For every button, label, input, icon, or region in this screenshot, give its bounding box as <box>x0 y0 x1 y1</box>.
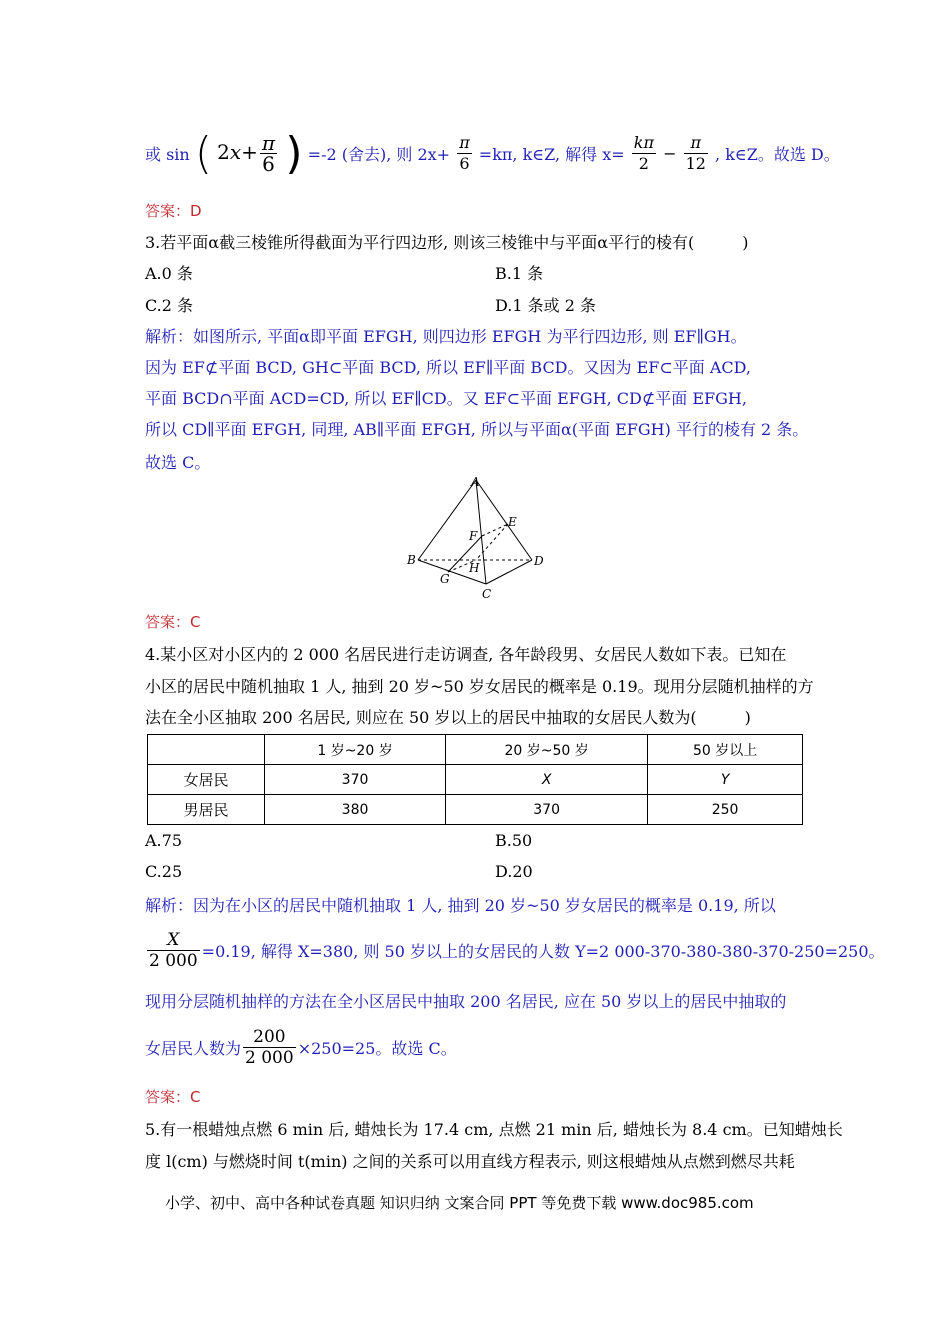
q4-stem-line-3: 法在全小区抽取 200 名居民, 则应在 50 岁以上的居民中抽取的女居民人数为( ) <box>145 708 751 727</box>
label-h: H <box>469 561 480 575</box>
q3-option-a: A.0 条 <box>145 264 193 283</box>
q2-paren-content: 2x+ $\frac{\pi}{6}$ <box>217 131 276 176</box>
edge-ad <box>476 480 532 560</box>
q3-stem: 3.若平面α截三棱锥所得截面为平行四边形, 则该三棱锥中与平面α平行的棱有( ) <box>145 233 749 252</box>
q5-line-1: 5.有一根蜡烛点燃 6 min 后, 蜡烛长为 17.4 cm, 点燃 21 min 后, 蜡烛长为 8.4 cm。已知蜡烛长 <box>145 1120 843 1139</box>
edge-cd <box>486 560 532 584</box>
q4-solution-line-4: 女居民人数为 $\frac{200}{2 000}$ ×250=25。故选 C。 <box>145 1027 457 1068</box>
table-cell: 370 <box>265 765 446 795</box>
q3-solution-line-5: 故选 C。 <box>145 453 211 472</box>
q2-eq-k: =kπ, k∈Z, 解得 x= <box>478 145 625 164</box>
q4-option-a: A.75 <box>145 831 182 850</box>
q2-end: , k∈Z。故选 D。 <box>715 145 840 164</box>
q2-frac-pi-6b: $\frac{\pi}{6}$ <box>459 133 470 173</box>
edge-ab <box>418 480 476 560</box>
q3-solution-line-3: 平面 BCD∩平面 ACD=CD, 所以 EF∥CD。又 EF⊂平面 EFGH, CD⊄平面 EFGH, <box>145 389 747 408</box>
q4-resident-table <box>147 734 803 825</box>
q4-frac-200-2000: $\frac{200}{2 000}$ <box>245 1027 294 1068</box>
table-header-cell <box>148 735 265 765</box>
q3-answer: 答案：C <box>145 613 201 631</box>
q4-option-d: D.20 <box>495 862 533 881</box>
table-row <box>148 765 803 795</box>
edge-fe <box>482 524 508 536</box>
q3-option-b: B.1 条 <box>495 264 544 283</box>
q2-frac-pi-12: $\frac{\pi}{12}$ <box>685 133 706 173</box>
q2-answer: 答案：D <box>145 202 202 220</box>
table-header-cell: 20 岁~50 岁 <box>446 735 648 765</box>
q4-option-c: C.25 <box>145 862 183 881</box>
label-e: E <box>508 515 517 529</box>
label-d: D <box>534 554 544 568</box>
table-cell: 380 <box>265 795 446 825</box>
q2-frac-pi-6: $\frac{\pi}{6}$ <box>261 131 276 176</box>
q4-option-b: B.50 <box>495 831 533 850</box>
q3-solution-line-2: 因为 EF⊄平面 BCD, GH⊂平面 BCD, 所以 EF∥平面 BCD。又因为 EF⊂平面 ACD, <box>145 358 752 377</box>
q2-paren-close: ) <box>285 128 303 179</box>
q3-solution-line-4: 所以 CD∥平面 EFGH, 同理, AB∥平面 EFGH, 所以与平面α(平面 EFGH) 平行的棱有 2 条。 <box>145 420 809 439</box>
q2-formula-line <box>145 128 840 179</box>
q2-frac-kpi-2: $\frac{k\pi}{2}$ <box>633 133 654 173</box>
q3-solution-line-1: 解析：如图所示, 平面α即平面 EFGH, 则四边形 EFGH 为平行四边形, 则 EF∥GH。 <box>145 327 747 346</box>
table-header-cell: 1 岁~20 岁 <box>265 735 446 765</box>
table-header-row <box>148 735 803 765</box>
q4-stem-line-1: 4.某小区对小区内的 2 000 名居民进行走访调查, 各年龄段男、女居民人数如下表。已知在 <box>145 645 787 664</box>
q4-solution-line-2: $\frac{X}{2 000}$ =0.19, 解得 X=380, 则 50 岁以上的女居民的人数 Y=2 000-370-380-380-370-250=250。 <box>149 930 885 971</box>
q3-option-d: D.1 条或 2 条 <box>495 296 596 315</box>
q4-solution-line-3: 现用分层随机抽样的方法在全小区居民中抽取 200 名居民, 应在 50 岁以上的居民中抽取的 <box>145 992 787 1011</box>
label-g: G <box>440 572 450 586</box>
q2-prefix: 或 sin <box>145 145 190 164</box>
page-footer: 小学、初中、高中各种试卷真题 知识归纳 文案合同 PPT 等免费下载 www.doc985.com <box>165 1194 754 1212</box>
label-a: A <box>471 475 480 489</box>
label-f: F <box>469 529 478 543</box>
table-cell: X <box>446 765 648 795</box>
table-cell: 女居民 <box>148 765 265 795</box>
q2-paren-open: ( <box>194 128 212 179</box>
label-b: B <box>407 553 416 567</box>
q5-line-2: 度 l(cm) 与燃烧时间 t(min) 之间的关系可以用直线方程表示, 则这根蜡烛从点燃到燃尽共耗 <box>145 1152 795 1171</box>
q4-frac-x-2000: $\frac{X}{2 000}$ <box>149 930 198 971</box>
table-row <box>148 795 803 825</box>
q2-mid: =-2 (舍去), 则 2x+ <box>307 145 451 164</box>
q4-stem-line-2: 小区的居民中随机抽取 1 人, 抽到 20 岁~50 岁女居民的概率是 0.19。现用分层随机抽样的方 <box>145 677 814 696</box>
table-cell: 250 <box>648 795 803 825</box>
q3-pyramid-figure <box>400 472 550 604</box>
q3-option-c: C.2 条 <box>145 296 194 315</box>
label-c: C <box>482 587 492 601</box>
table-cell: Y <box>648 765 803 795</box>
table-cell: 男居民 <box>148 795 265 825</box>
table-header-cell: 50 岁以上 <box>648 735 803 765</box>
q4-answer: 答案：C <box>145 1088 201 1106</box>
q4-solution-line-1: 解析：因为在小区的居民中随机抽取 1 人, 抽到 20 岁~50 岁女居民的概率是 0.19, 所以 <box>145 896 776 915</box>
table-cell: 370 <box>446 795 648 825</box>
q2-minus: − <box>663 144 677 163</box>
